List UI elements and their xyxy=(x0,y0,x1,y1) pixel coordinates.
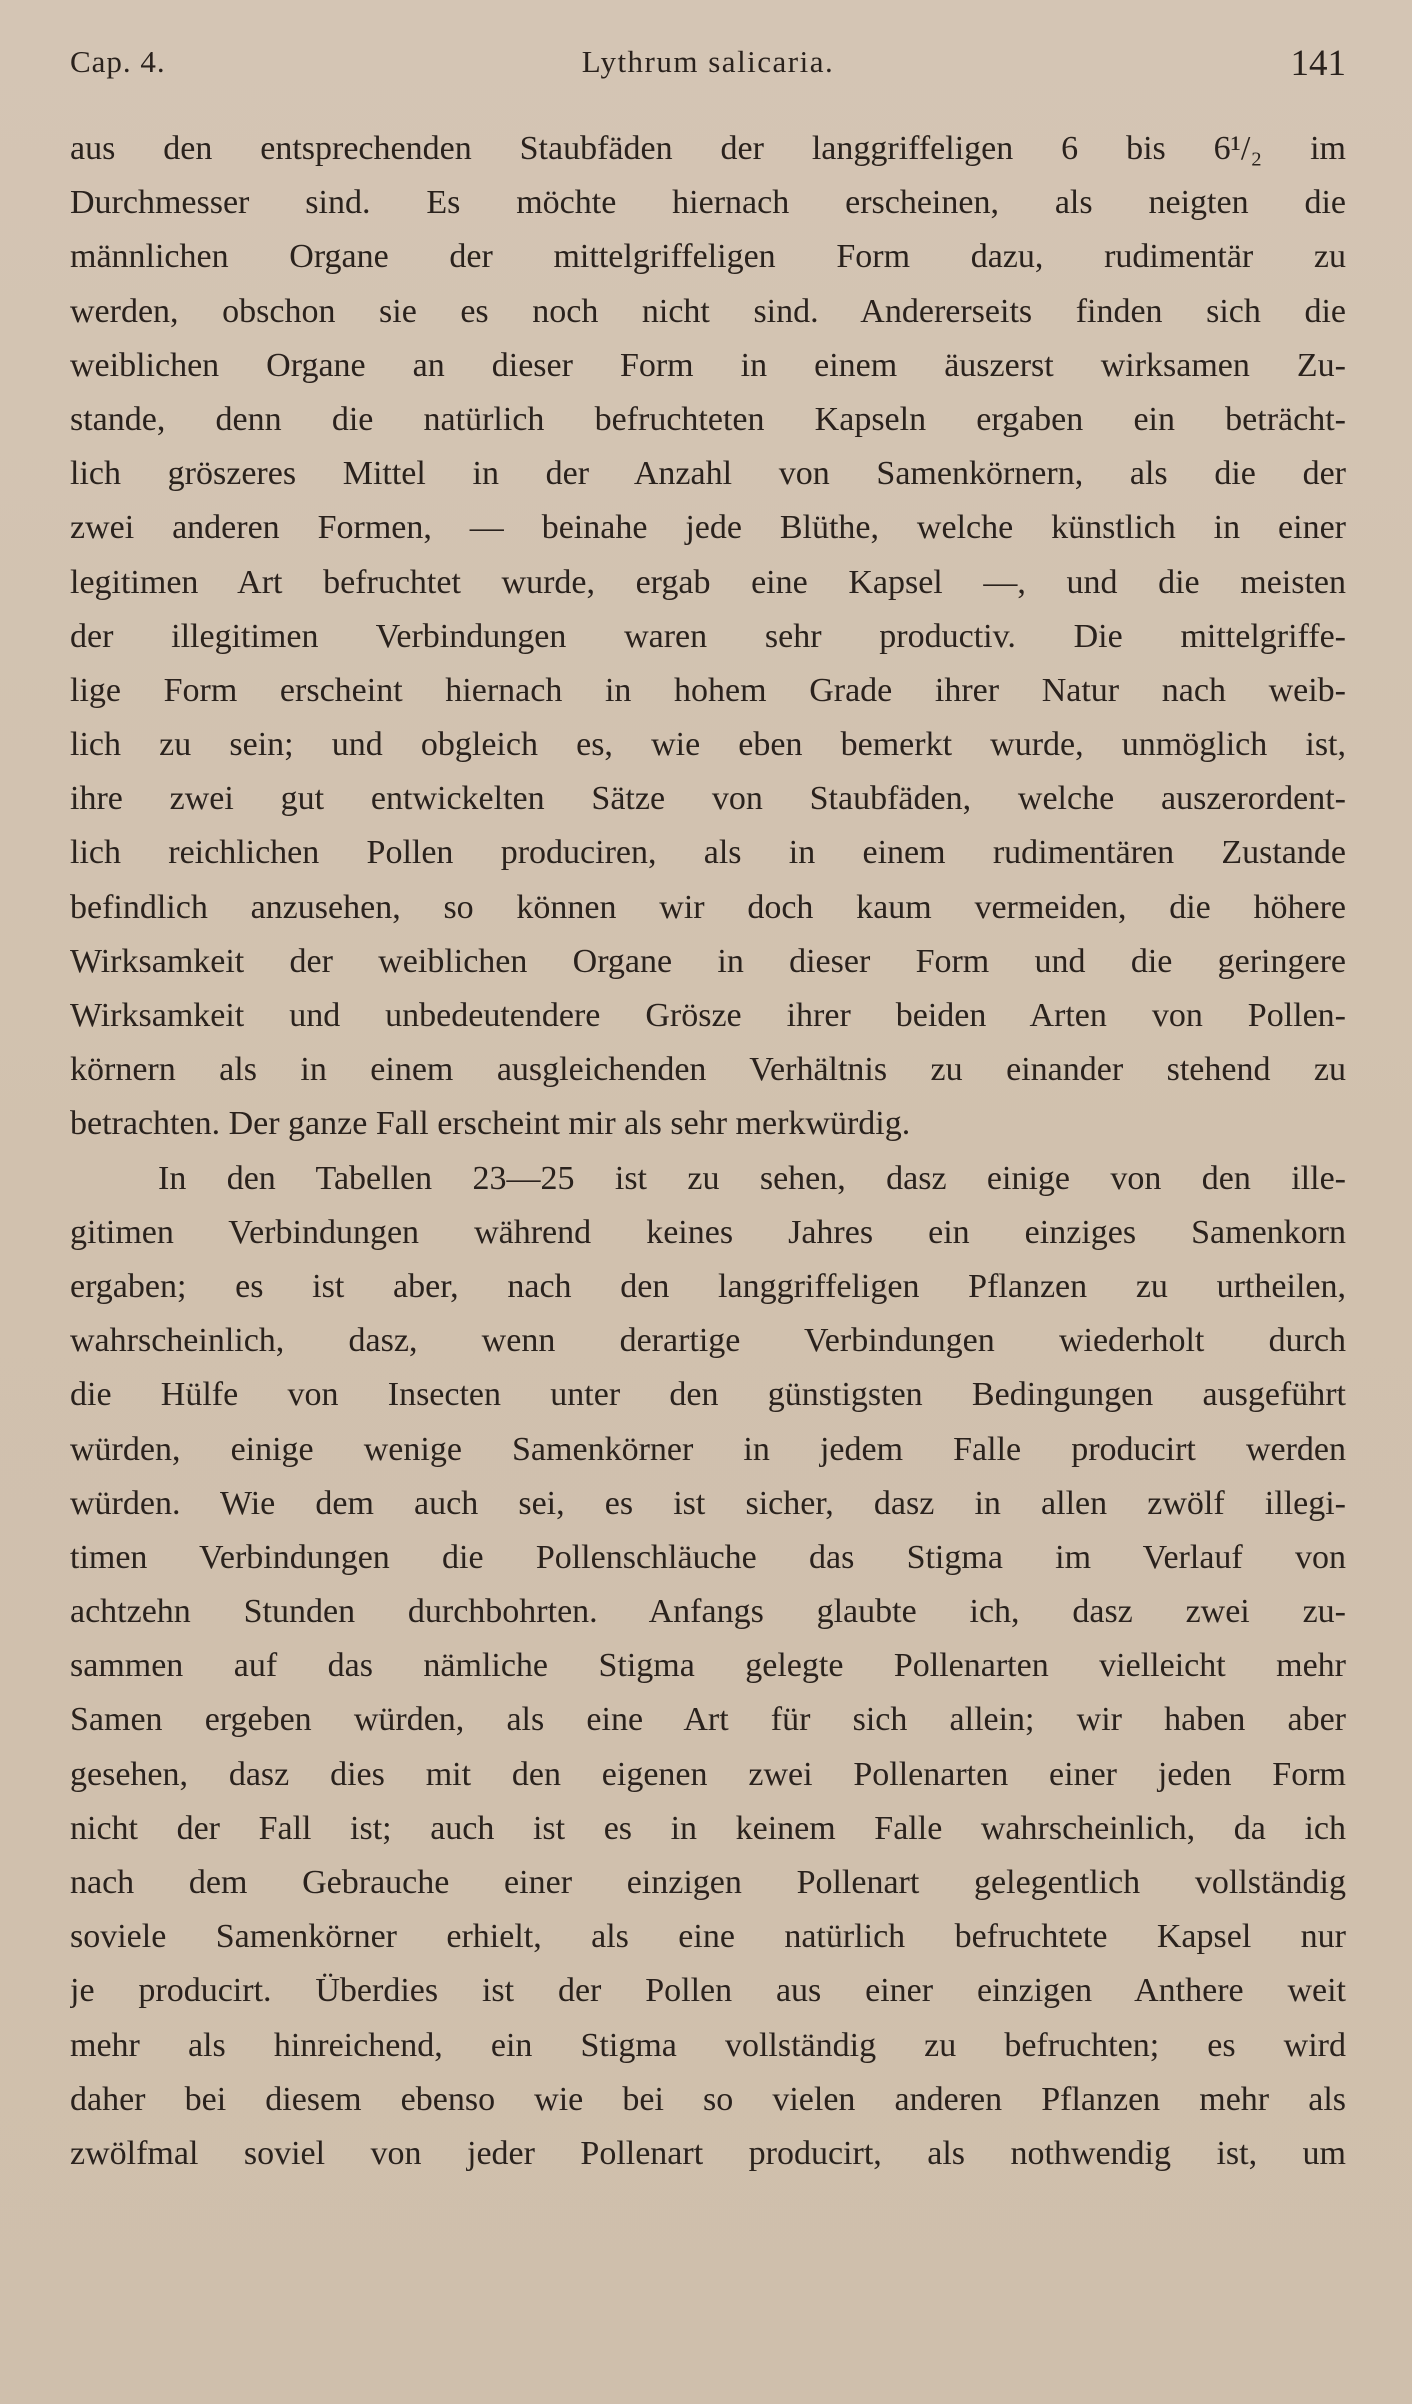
text-line: gitimen Verbindungen während keines Jahres ein einziges Samenkorn xyxy=(70,1213,1346,1251)
text-line: würden, einige wenige Samenkörner in jedem Falle producirt werden xyxy=(70,1430,1346,1468)
text-line: die Hülfe von Insecten unter den günstigsten Bedingungen ausgeführt xyxy=(70,1376,1346,1414)
chapter-label: Cap. 4. xyxy=(70,44,166,79)
page-title: Lythrum salicaria. xyxy=(581,44,835,79)
text-line: nach dem Gebrauche einer einzigen Pollenart gelegentlich vollständig xyxy=(70,1864,1346,1901)
text-line: körnern als in einem ausgleichenden Verhältnis zu einander stehend zu xyxy=(70,1051,1346,1089)
text-line: zwei anderen Formen, — beinahe jede Blüthe, welche künstlich in einer xyxy=(70,509,1346,547)
text-line: befindlich anzusehen, so können wir doch kaum vermeiden, die höhere xyxy=(70,888,1346,926)
body-text xyxy=(70,122,1346,2181)
text-line: der illegitimen Verbindungen waren sehr productiv. Die mittelgriffe- xyxy=(70,617,1346,655)
text-line: ihre zwei gut entwickelten Sätze von Staubfäden, welche auszerordent- xyxy=(70,780,1346,818)
text-line: wahrscheinlich, dasz, wenn derartige Verbindungen wiederholt durch xyxy=(70,1322,1346,1360)
text-line: je producirt. Überdies ist der Pollen aus einer einzigen Anthere weit xyxy=(70,1972,1346,2010)
text-line: mehr als hinreichend, ein Stigma vollständig zu befruchten; es wird xyxy=(70,2026,1346,2064)
text-line: daher bei diesem ebenso wie bei so vielen anderen Pflanzen mehr als xyxy=(70,2080,1346,2118)
text-line: Wirksamkeit und unbedeutendere Grösze ihrer beiden Arten von Pollen- xyxy=(70,997,1346,1034)
text-line: gesehen, dasz dies mit den eigenen zwei Pollenarten einer jeden Form xyxy=(70,1755,1346,1793)
paragraph-last-line: betrachten. Der ganze Fall erscheint mir als sehr merkwürdig. xyxy=(70,1105,911,1143)
text-line: legitimen Art befruchtet wurde, ergab eine Kapsel —, und die meisten xyxy=(70,563,1346,601)
text-line: lige Form erscheint hiernach in hohem Grade ihrer Natur nach weib- xyxy=(70,671,1346,709)
text-line: lich gröszeres Mittel in der Anzahl von Samenkörnern, als die der xyxy=(70,455,1346,493)
text-line: Samen ergeben würden, als eine Art für sich allein; wir haben aber xyxy=(70,1701,1346,1739)
paragraph-first-line: In den Tabellen 23—25 ist zu sehen, dasz einige von den ille- xyxy=(158,1159,1346,1197)
text-line: weiblichen Organe an dieser Form in einem äuszerst wirksamen Zu- xyxy=(70,346,1346,384)
text-line: sammen auf das nämliche Stigma gelegte Pollenarten vielleicht mehr xyxy=(70,1647,1346,1685)
text-line: lich zu sein; und obgleich es, wie eben bemerkt wurde, unmöglich ist, xyxy=(70,726,1346,764)
text-line: nicht der Fall ist; auch ist es in keinem Falle wahrscheinlich, da ich xyxy=(70,1809,1346,1847)
text-line: stande, denn die natürlich befruchteten Kapseln ergaben ein beträcht- xyxy=(70,400,1346,438)
running-head xyxy=(70,40,1346,90)
page-number: 141 xyxy=(1290,43,1346,84)
text-line: ergaben; es ist aber, nach den langgriffeligen Pflanzen zu urtheilen, xyxy=(70,1267,1346,1305)
text-line: Wirksamkeit der weiblichen Organe in dieser Form und die geringere xyxy=(70,942,1346,980)
text-line: Durchmesser sind. Es möchte hiernach erscheinen, als neigten die xyxy=(70,184,1346,222)
text-line: lich reichlichen Pollen produciren, als in einem rudimentären Zustande xyxy=(70,834,1346,872)
text-line: soviele Samenkörner erhielt, als eine natürlich befruchtete Kapsel nur xyxy=(70,1918,1346,1956)
text-line: würden. Wie dem auch sei, es ist sicher, dasz in allen zwölf illegi- xyxy=(70,1484,1346,1522)
text-line: männlichen Organe der mittelgriffeligen Form dazu, rudimentär zu xyxy=(70,238,1346,276)
text-line: zwölfmal soviel von jeder Pollenart producirt, als nothwendig ist, um xyxy=(70,2134,1346,2172)
text-line: achtzehn Stunden durchbohrten. Anfangs glaubte ich, dasz zwei zu- xyxy=(70,1593,1346,1631)
text-line: aus den entsprechenden Staubfäden der langgriffeligen 6 bis 6¹/₂ im xyxy=(70,130,1346,167)
text-line: timen Verbindungen die Pollenschläuche das Stigma im Verlauf von xyxy=(70,1538,1346,1576)
text-line: werden, obschon sie es noch nicht sind. Andererseits finden sich die xyxy=(70,292,1346,330)
